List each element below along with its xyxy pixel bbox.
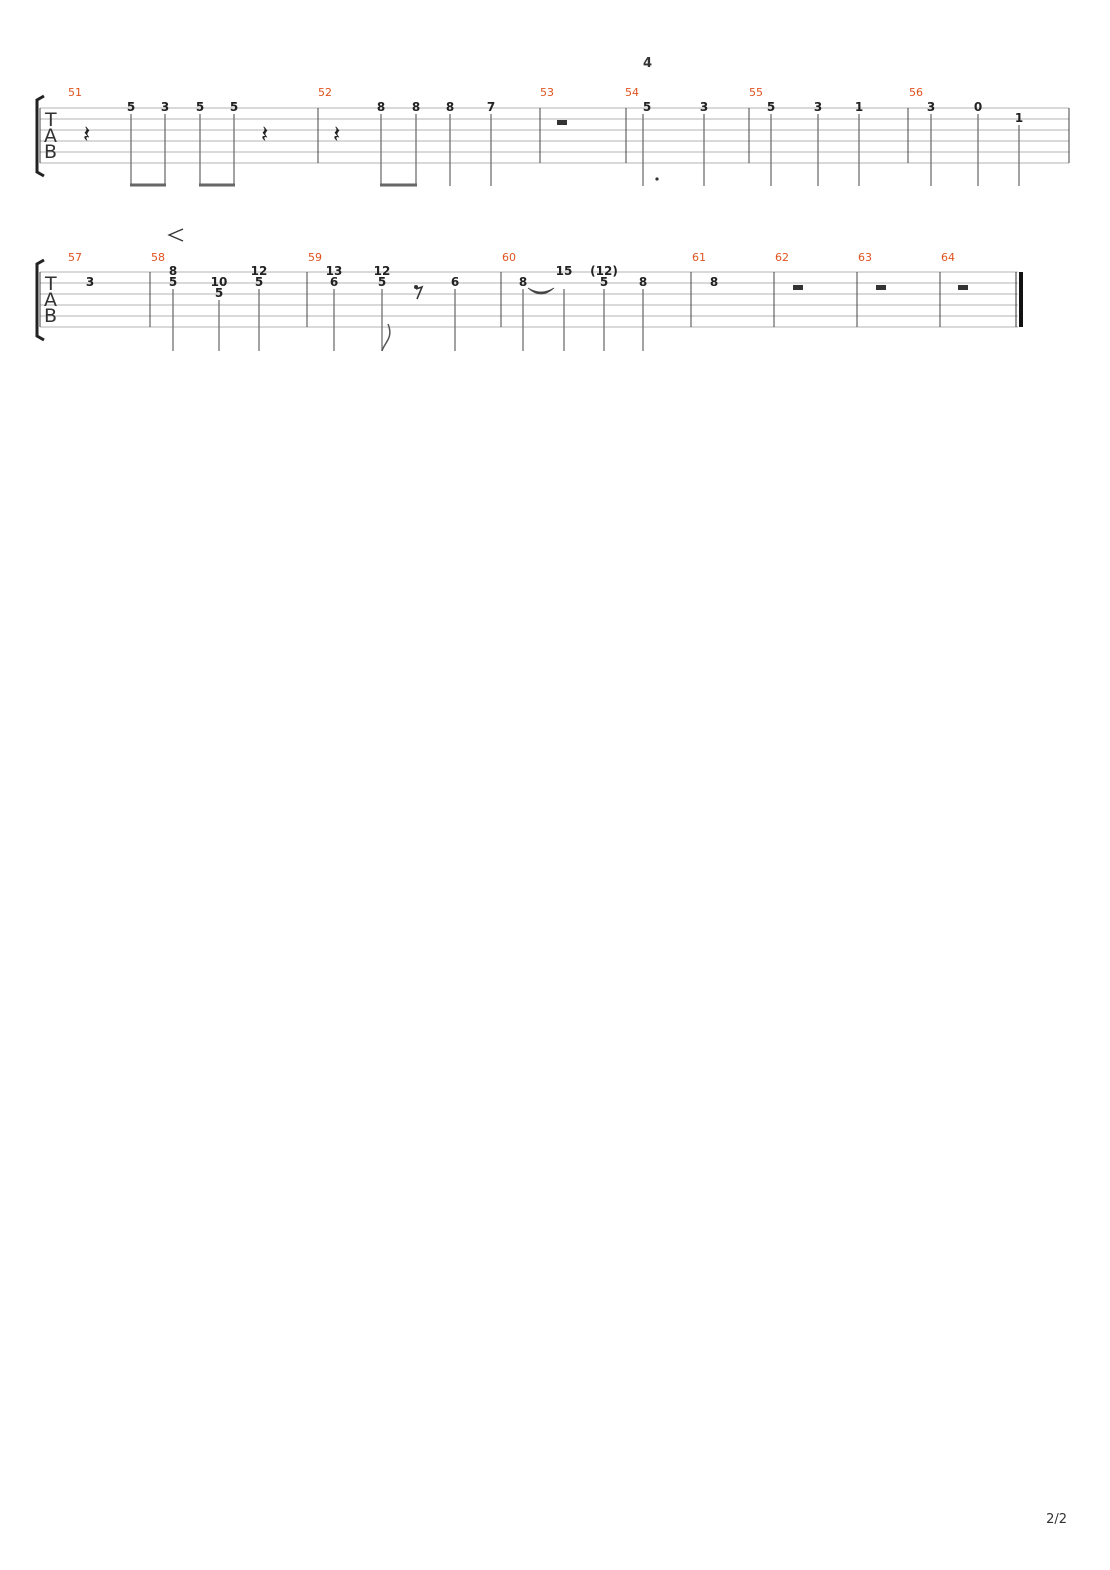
whole-rest [557, 120, 567, 125]
fret-number: 5 [599, 275, 609, 289]
tuplet-number: 4 [643, 56, 653, 71]
measure-number: 62 [775, 251, 789, 264]
tab-clef-b: B [44, 305, 58, 327]
fret-number: 1 [1014, 111, 1024, 125]
measure-number: 64 [941, 251, 955, 264]
quarter-rest: 𝄽 [83, 120, 91, 148]
fret-number: 1 [854, 100, 864, 114]
fret-number: 5 [195, 100, 205, 114]
measure-number: 53 [540, 86, 554, 99]
tab-clef-b: B [44, 141, 58, 163]
fret-number: 5 [377, 275, 387, 289]
measure-number: 63 [858, 251, 872, 264]
fret-number: 5 [168, 275, 178, 289]
fret-number: 5 [229, 100, 239, 114]
tab-clef-a: A [44, 289, 57, 311]
whole-rest [958, 285, 968, 290]
system-2 [37, 229, 1021, 351]
fret-number: 3 [85, 275, 95, 289]
fret-number: 8 [376, 100, 386, 114]
fret-number: 0 [973, 100, 983, 114]
fret-number: 5 [766, 100, 776, 114]
system-1 [37, 56, 1069, 186]
eighth-flag [382, 324, 390, 351]
fret-number: 7 [486, 100, 496, 114]
fret-number: 8 [168, 264, 178, 278]
fret-number: 8 [518, 275, 528, 289]
fret-number: 8 [411, 100, 421, 114]
fret-number: 3 [926, 100, 936, 114]
measure-number: 51 [68, 86, 82, 99]
fret-number: 8 [709, 275, 719, 289]
whole-rest [876, 285, 886, 290]
fret-number: 6 [329, 275, 339, 289]
fret-number: 8 [638, 275, 648, 289]
measure-number: 59 [308, 251, 322, 264]
fret-number: 5 [642, 100, 652, 114]
whole-rest [793, 285, 803, 290]
tab-clef-a: A [44, 125, 57, 147]
staff-lines [40, 108, 1069, 163]
fret-number: 3 [699, 100, 709, 114]
tie-arc [528, 288, 554, 294]
eighth-rest [414, 285, 422, 299]
augmentation-dot [655, 177, 658, 180]
measure-number: 60 [502, 251, 516, 264]
fret-number: 10 [210, 275, 228, 289]
fret-number: 12 [373, 264, 391, 278]
fret-number: 6 [450, 275, 460, 289]
tab-clef-t: T [45, 109, 57, 131]
measure-number: 57 [68, 251, 82, 264]
fret-number: (12) [590, 264, 618, 278]
measure-number: 56 [909, 86, 923, 99]
quarter-rest: 𝄽 [261, 120, 269, 148]
measure-number: 58 [151, 251, 165, 264]
tab-clef-t: T [45, 273, 57, 295]
measure-number: 55 [749, 86, 763, 99]
fret-number: 5 [126, 100, 136, 114]
fret-number: 12 [250, 264, 268, 278]
measure-number: 54 [625, 86, 639, 99]
quarter-rest: 𝄽 [333, 120, 341, 148]
crescendo-hairpin [169, 229, 183, 241]
fret-number: 13 [325, 264, 343, 278]
measure-number: 52 [318, 86, 332, 99]
fret-number: 5 [254, 275, 264, 289]
fret-number: 8 [445, 100, 455, 114]
fret-number: 3 [160, 100, 170, 114]
fret-number: 5 [214, 286, 224, 300]
page-number: 2/2 [1046, 1512, 1067, 1527]
measure-number: 61 [692, 251, 706, 264]
staff-lines [40, 272, 1018, 327]
fret-number: 15 [555, 264, 573, 278]
fret-number: 3 [813, 100, 823, 114]
